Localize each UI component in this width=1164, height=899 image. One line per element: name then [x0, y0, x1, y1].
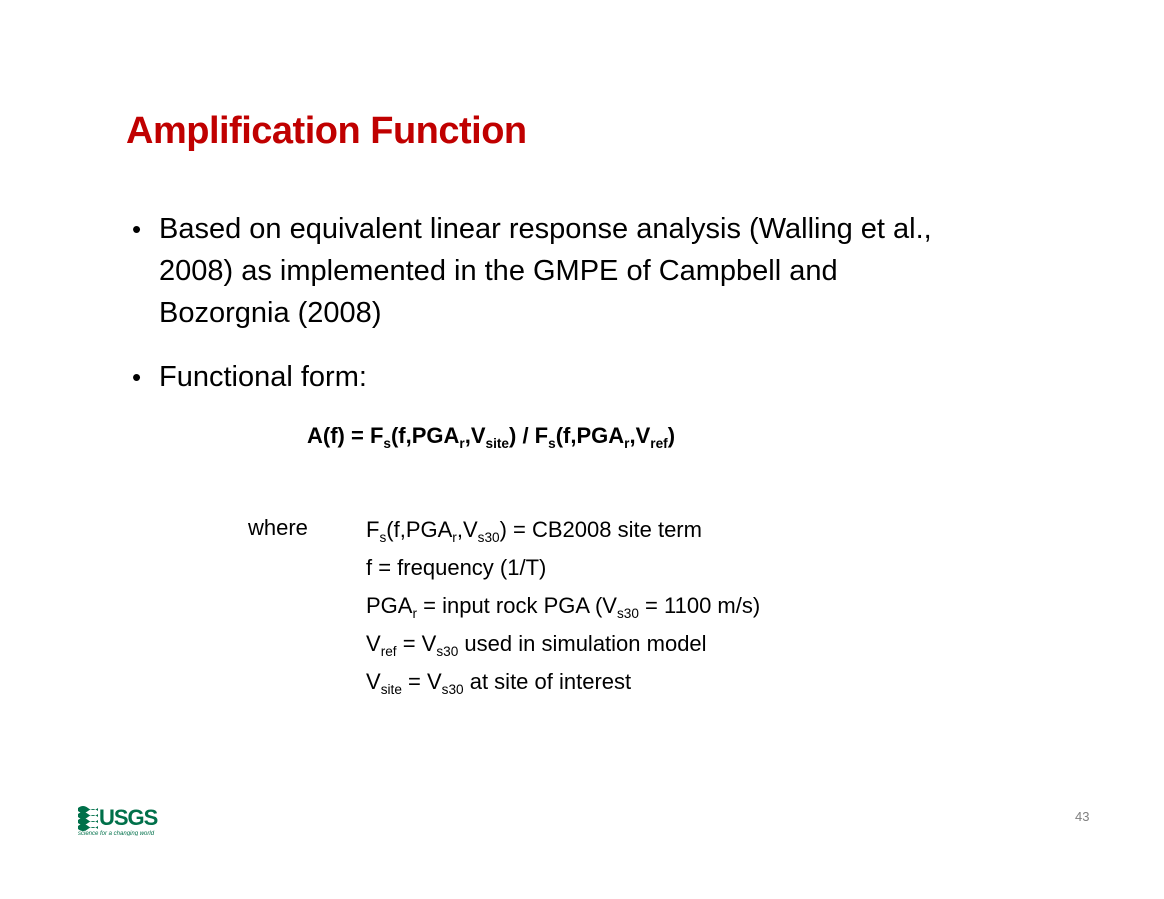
- bullet-item: [130, 356, 1030, 398]
- logo-wordmark: USGS: [99, 805, 158, 830]
- bullet-dot-icon: •: [132, 362, 142, 392]
- slide-title: Amplification Function: [126, 110, 527, 152]
- usgs-logo: [76, 800, 166, 836]
- logo-tagline: science for a changing world: [78, 831, 155, 836]
- bullet-text-line: Functional form:: [159, 361, 367, 393]
- bullet-list: [130, 208, 1030, 420]
- definition-list: [366, 515, 760, 705]
- definition-frequency: f = frequency (1/T): [366, 555, 547, 580]
- definition-pga-rock: $PGA_r$ = input rock PGA ($V_{s30} = 1100$ m/s): [366, 593, 761, 621]
- definition-site-term: $F_s(f,PGA_r,V_{s30}) = CB2008$ site term: [366, 517, 702, 545]
- page-number: 43: [1075, 809, 1090, 824]
- amplification-formula: $A(f) = F_s(f,PGA_r,V_{site}) / F_s(f,PGA_r,V_{ref})$: [307, 423, 676, 451]
- bullet-text-line: 2008) as implemented in the GMPE of Campbell and: [159, 255, 838, 287]
- definition-vref: $V_{ref} = V_{s30}$ used in simulation model: [366, 631, 707, 659]
- bullet-dot-icon: •: [132, 214, 142, 244]
- definition-vsite: $V_{site} = V_{s30}$ at site of interest: [366, 669, 632, 697]
- bullet-item: [130, 208, 1030, 334]
- where-label: where: [248, 515, 308, 540]
- bullet-text-line: Bozorgnia (2008): [159, 297, 382, 329]
- bullet-text-line: Based on equivalent linear response analysis (Walling et al.,: [159, 213, 932, 245]
